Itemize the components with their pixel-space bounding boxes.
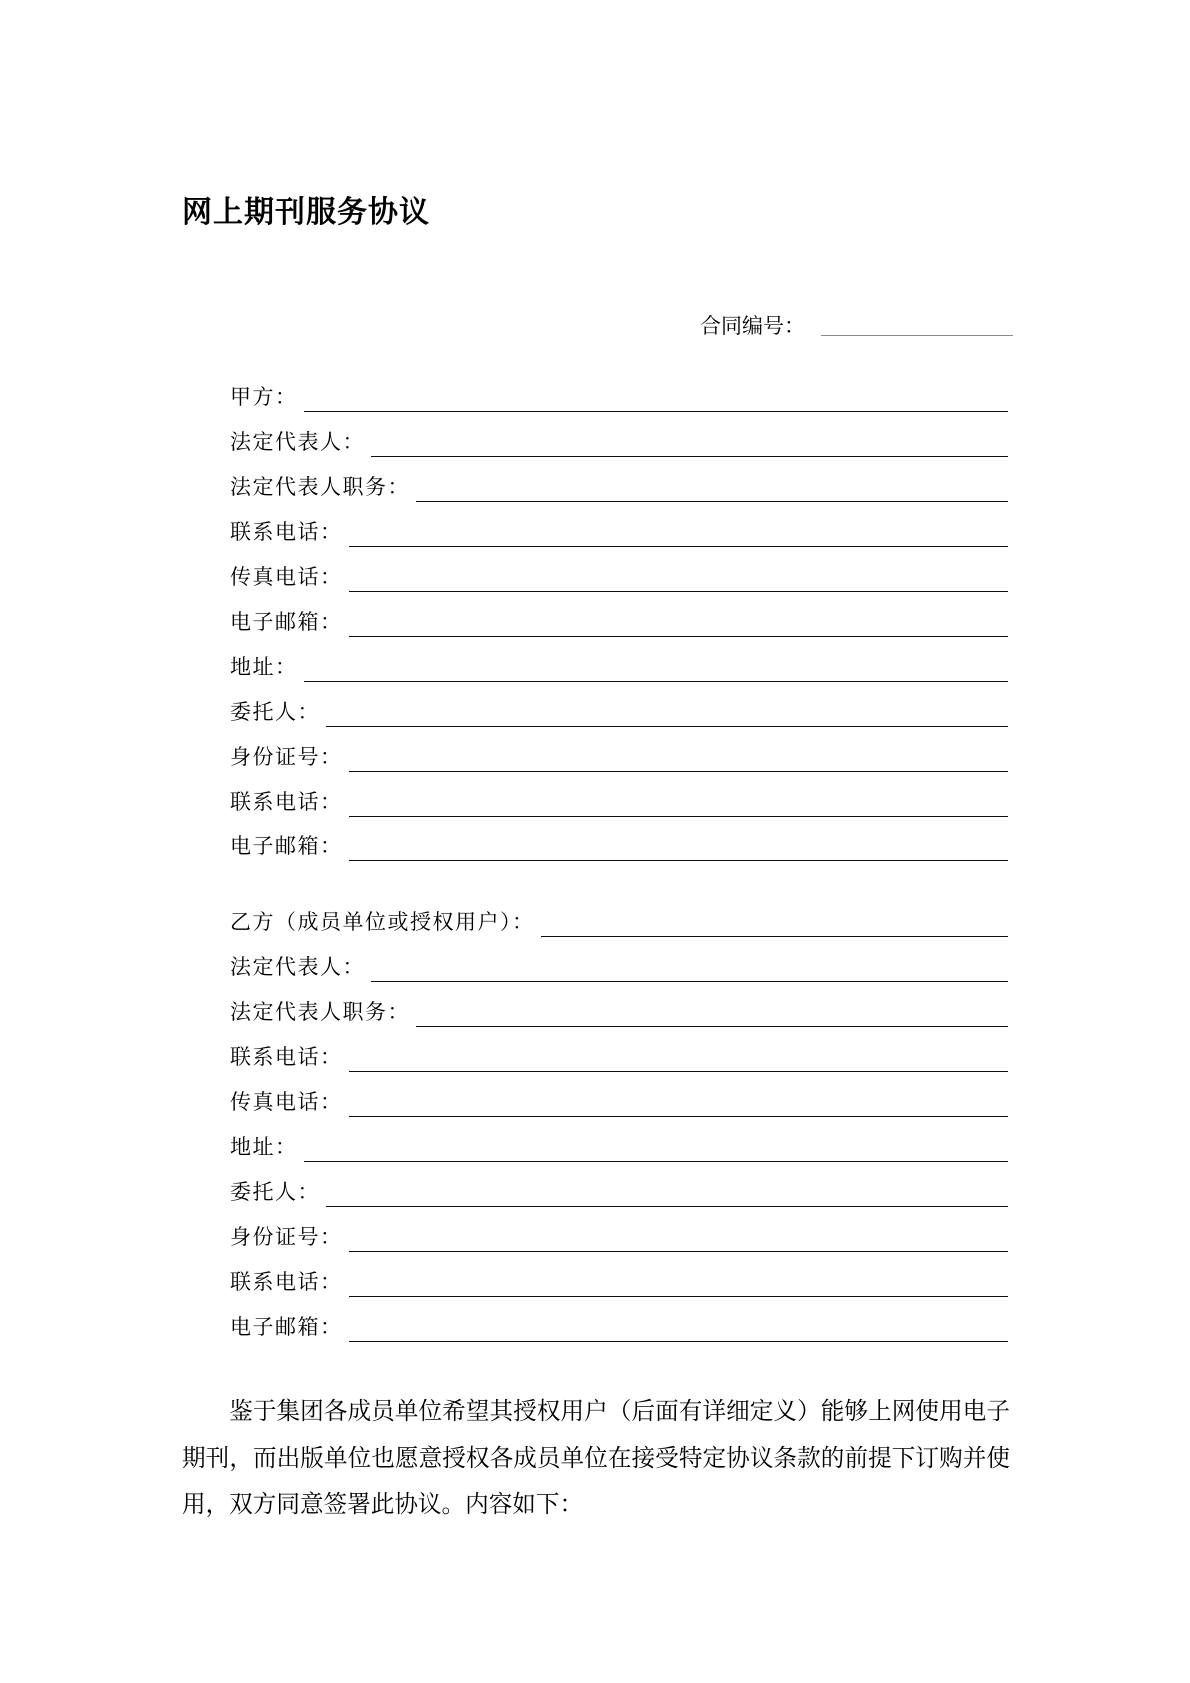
field-label: 身份证号： <box>230 745 343 769</box>
document-title: 网上期刊服务协议 <box>182 195 430 230</box>
party-b-agent-email-field[interactable] <box>349 1341 1009 1342</box>
party-a-address-field[interactable] <box>304 681 1009 682</box>
contract-number-label: 合同编号： <box>700 314 805 338</box>
field-label: 联系电话： <box>230 1270 343 1294</box>
party-a-legal-rep-field[interactable] <box>371 456 1008 457</box>
party-b-agent-phone-field[interactable] <box>349 1296 1009 1297</box>
party-b-id-number-field[interactable] <box>349 1251 1009 1252</box>
party-a-email-row <box>230 607 1008 637</box>
party-b-agent-email-row <box>230 1312 1008 1342</box>
field-label: 乙方（成员单位或授权用户）： <box>230 910 535 934</box>
field-label: 法定代表人： <box>230 955 365 979</box>
field-label: 委托人： <box>230 1180 320 1204</box>
preamble-paragraph: 鉴于集团各成员单位希望其授权用户（后面有详细定义）能够上网使用电子期刊，而出版单位也愿意授权各成员单位在接受特定协议条款的前提下订购并使用，双方同意签署此协议。内容如下： <box>182 1397 1010 1518</box>
party-b-agent-field[interactable] <box>326 1206 1008 1207</box>
party-b-legal-rep-field[interactable] <box>371 981 1008 982</box>
field-label: 法定代表人职务： <box>230 1000 410 1024</box>
party-a-legal-rep-title-field[interactable] <box>416 501 1008 502</box>
party-b-legal-rep-title-field[interactable] <box>416 1026 1008 1027</box>
party-a-fax-row <box>230 562 1008 592</box>
party-a-agent-email-row <box>230 831 1008 861</box>
party-a-agent-phone-field[interactable] <box>349 816 1009 817</box>
party-b-address-row <box>230 1132 1008 1162</box>
party-b-agent-phone-row <box>230 1267 1008 1297</box>
party-a-id-number-field[interactable] <box>349 771 1009 772</box>
party-a-fax-field[interactable] <box>349 591 1009 592</box>
field-label: 联系电话： <box>230 520 343 544</box>
party-a-phone-field[interactable] <box>349 546 1009 547</box>
party-b-phone-field[interactable] <box>349 1071 1009 1072</box>
field-label: 法定代表人职务： <box>230 475 410 499</box>
field-label: 地址： <box>230 1135 298 1159</box>
party-a-agent-field[interactable] <box>326 726 1008 727</box>
field-label: 联系电话： <box>230 790 343 814</box>
field-label: 身份证号： <box>230 1225 343 1249</box>
field-label: 联系电话： <box>230 1045 343 1069</box>
field-label: 委托人： <box>230 700 320 724</box>
contract-number-row <box>700 310 1013 340</box>
party-b-address-field[interactable] <box>304 1161 1009 1162</box>
party-b-name-field[interactable] <box>541 936 1009 937</box>
party-b-name-row <box>230 907 1008 937</box>
field-label: 传真电话： <box>230 565 343 589</box>
party-a-agent-phone-row <box>230 787 1008 817</box>
party-b-legal-rep-row <box>230 952 1008 982</box>
field-label: 电子邮箱： <box>230 610 343 634</box>
party-b-fax-field[interactable] <box>349 1116 1009 1117</box>
field-label: 甲方： <box>230 385 298 409</box>
party-a-legal-rep-row <box>230 427 1008 457</box>
field-label: 地址： <box>230 655 298 679</box>
field-label: 传真电话： <box>230 1090 343 1114</box>
party-a-name-field[interactable] <box>304 411 1009 412</box>
party-b-legal-rep-title-row <box>230 997 1008 1027</box>
party-a-name-row <box>230 382 1008 412</box>
party-a-address-row <box>230 652 1008 682</box>
party-a-agent-row <box>230 697 1008 727</box>
party-a-id-number-row <box>230 742 1008 772</box>
party-b-fax-row <box>230 1087 1008 1117</box>
party-a-email-field[interactable] <box>349 636 1009 637</box>
party-b-phone-row <box>230 1042 1008 1072</box>
contract-number-field[interactable] <box>821 334 1013 336</box>
field-label: 电子邮箱： <box>230 1315 343 1339</box>
party-a-phone-row <box>230 517 1008 547</box>
party-b-agent-row <box>230 1177 1008 1207</box>
party-b-id-number-row <box>230 1222 1008 1252</box>
field-label: 电子邮箱： <box>230 834 343 858</box>
party-a-legal-rep-title-row <box>230 472 1008 502</box>
party-a-agent-email-field[interactable] <box>349 860 1009 861</box>
field-label: 法定代表人： <box>230 430 365 454</box>
